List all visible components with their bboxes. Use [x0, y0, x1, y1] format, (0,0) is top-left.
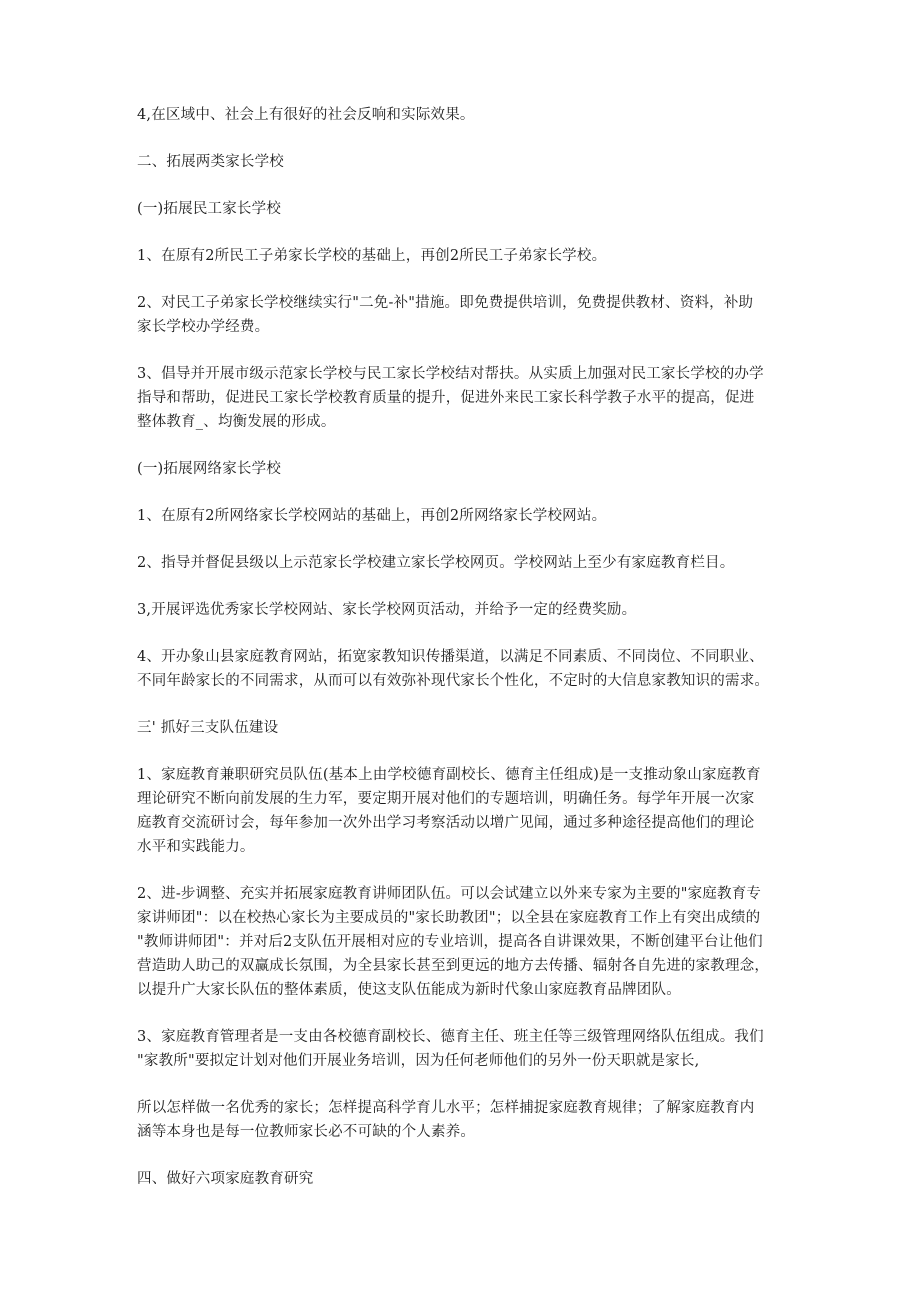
paragraph-line: 家长学校办学经费。	[137, 319, 270, 335]
paragraph-gap	[137, 127, 797, 150]
paragraph	[137, 1025, 797, 1073]
paragraph	[137, 291, 797, 339]
paragraph	[137, 598, 797, 622]
paragraph	[137, 244, 797, 268]
paragraph-gap	[137, 221, 797, 244]
paragraph-line: (一)拓展网络家长学校	[137, 461, 282, 477]
paragraph	[137, 716, 797, 740]
paragraph	[137, 1096, 797, 1144]
paragraph-line: 涵等本身也是每一位教师家长必不可缺的个人素养。	[137, 1124, 476, 1140]
document-body	[137, 103, 797, 1191]
paragraph	[137, 103, 797, 127]
paragraph-gap	[137, 740, 797, 763]
paragraph-line: 2、指导并督促县级以上示范家长学校建立家长学校网页。学校网站上至少有家庭教育栏目。	[137, 555, 735, 571]
paragraph	[137, 197, 797, 221]
paragraph	[137, 645, 797, 693]
paragraph-line: 4,在区域中、社会上有很好的社会反响和实际效果。	[137, 107, 475, 123]
paragraph	[137, 763, 797, 859]
paragraph-line: 三' 抓好三支队伍建设	[137, 720, 279, 736]
paragraph-line: 4、开办象山县家庭教育网站，拓宽家教知识传播渠道，以满足不同素质、不同岗位、不同职业、	[137, 649, 764, 665]
paragraph-gap	[137, 268, 797, 291]
paragraph-line: 整体教育_、均衡发展的形成。	[137, 414, 336, 430]
paragraph-gap	[137, 339, 797, 362]
paragraph	[137, 1167, 797, 1191]
paragraph-line: 营造助人助己的双赢成长氛围，为全县家长甚至到更远的地方去传播、辐射各自先进的家教理念，	[137, 958, 770, 974]
paragraph-line: 3,开展评选优秀家长学校网站、家长学校网页活动，并给予一定的经费奖励。	[137, 602, 637, 618]
paragraph-line: 二、拓展两类家长学校	[137, 154, 284, 170]
paragraph	[137, 551, 797, 575]
paragraph-line: 水平和实践能力。	[137, 839, 255, 855]
paragraph	[137, 457, 797, 481]
paragraph-gap	[137, 1073, 797, 1096]
paragraph	[137, 504, 797, 528]
paragraph-line: "家教所"要拟定计划对他们开展业务培训，因为任何老师他们的另外一份天职就是家长,	[137, 1053, 700, 1069]
paragraph-line: 理论研究不断向前发展的生力军，要定期开展对他们的专题培训，明确任务。每学年开展一次家	[137, 791, 755, 807]
paragraph-line: 1、在原有2所民工子弟家长学校的基础上，再创2所民工子弟家长学校。	[137, 248, 607, 264]
paragraph-line: 1、家庭教育兼职研究员队伍(基本上由学校德育副校长、德育主任组成)是一支推动象山家庭教育	[137, 767, 761, 783]
paragraph-line: 庭教育交流研讨会，每年参加一次外出学习考察活动以增广见闻，通过多种途径提高他们的理论	[137, 815, 755, 831]
paragraph-line: (一)拓展民工家长学校	[137, 201, 282, 217]
paragraph-line: 以提升广大家长队伍的整体素质，使这支队伍能成为新时代象山家庭教育品牌团队。	[137, 982, 681, 998]
paragraph-gap	[137, 575, 797, 598]
paragraph-line: "教师讲师团"：并对后2支队伍开展相对应的专业培训，提高各自讲课效果，不断创建平台让他们	[137, 934, 763, 950]
paragraph-line: 不同年龄家长的不同需求，从而可以有效弥补现代家长个性化，不定时的大信息家教知识的需求。	[137, 673, 770, 689]
paragraph-gap	[137, 1144, 797, 1167]
paragraph-gap	[137, 1002, 797, 1025]
paragraph-line: 指导和帮助，促进民工家长学校教育质量的提升，促进外来民工家长科学教子水平的提高，促进	[137, 390, 755, 406]
paragraph	[137, 882, 797, 1002]
paragraph-gap	[137, 434, 797, 457]
paragraph-line: 1、在原有2所网络家长学校网站的基础上，再创2所网络家长学校网站。	[137, 508, 607, 524]
paragraph-gap	[137, 693, 797, 716]
paragraph-line: 2、进-步调整、充实并拓展家庭教育讲师团队伍。可以会试建立以外来专家为主要的"家庭教育专	[137, 886, 762, 902]
paragraph-gap	[137, 481, 797, 504]
paragraph-gap	[137, 859, 797, 882]
paragraph	[137, 150, 797, 174]
paragraph-line: 2、对民工子弟家长学校继续实行"二免-补"措施。即免费提供培训，免费提供教材、资料，补助	[137, 295, 754, 311]
paragraph-gap	[137, 622, 797, 645]
paragraph-line: 3、倡导并开展市级示范家长学校与民工家长学校结对帮扶。从实质上加强对民工家长学校的办学	[137, 366, 764, 382]
paragraph-line: 3、家庭教育管理者是一支由各校德育副校长、德育主任、班主任等三级管理网络队伍组成。我们	[137, 1029, 764, 1045]
paragraph-gap	[137, 174, 797, 197]
paragraph-line: 所以怎样做一名优秀的家长；怎样提高科学育儿水平；怎样捕捉家庭教育规律；了解家庭教育内	[137, 1100, 755, 1116]
paragraph-gap	[137, 528, 797, 551]
paragraph	[137, 362, 797, 434]
paragraph-line: 家讲师团"：以在校热心家长为主要成员的"家长助教团"；以全县在家庭教育工作上有突出成绩的	[137, 910, 761, 926]
paragraph-line: 四、做好六项家庭教育研究	[137, 1171, 314, 1187]
